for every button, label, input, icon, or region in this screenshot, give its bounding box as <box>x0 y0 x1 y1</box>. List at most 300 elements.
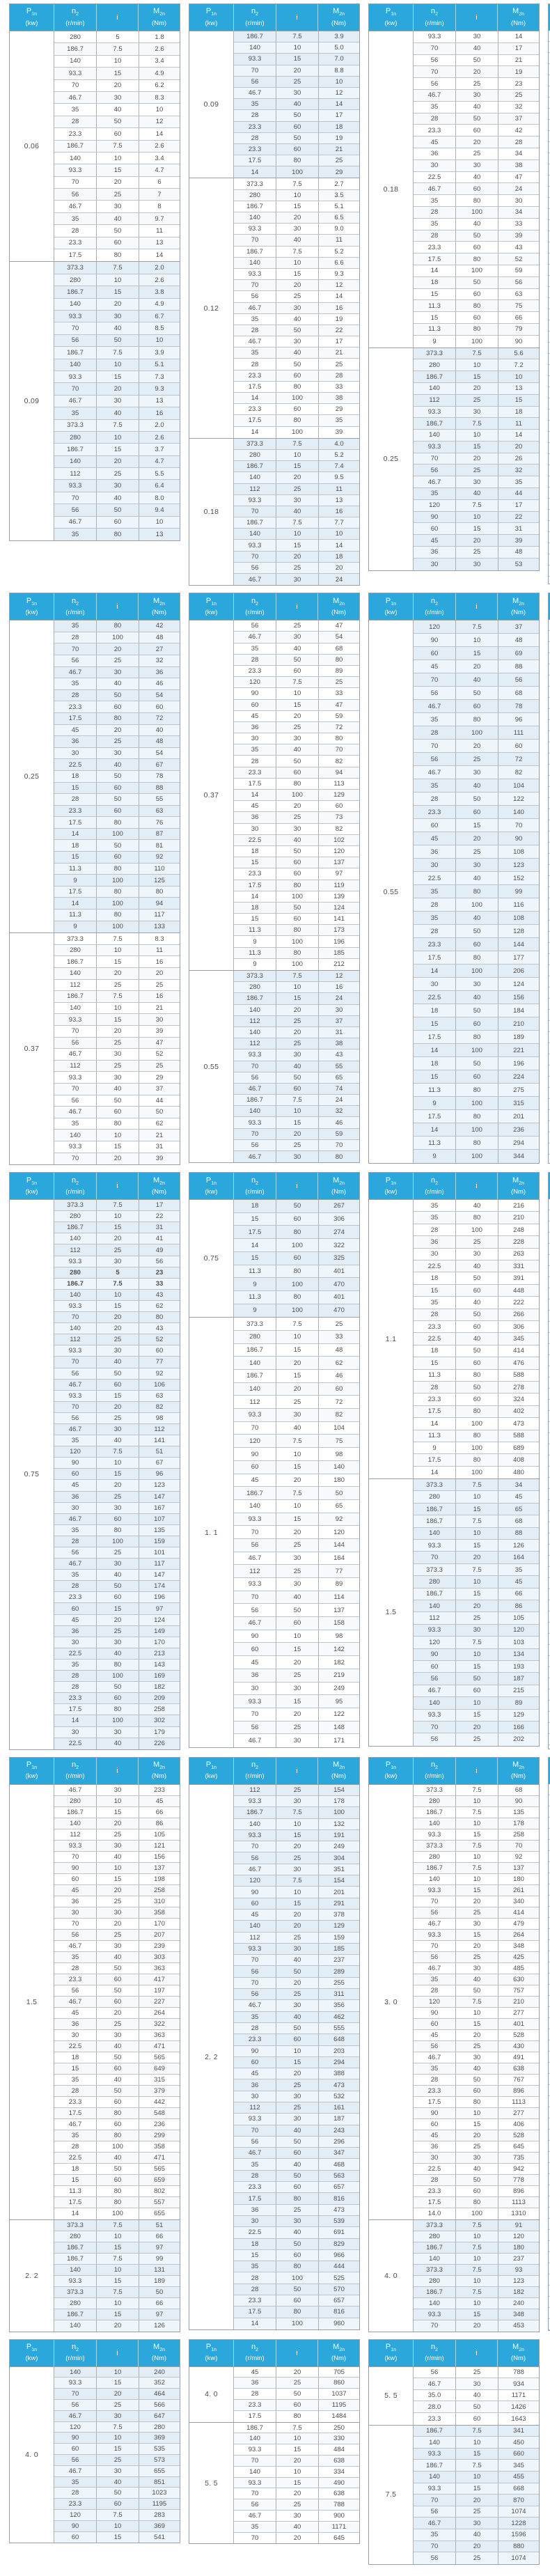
cell-torque-m2n: 46 <box>319 1117 359 1128</box>
cell-speed-n2: 90 <box>234 688 276 699</box>
cell-ratio-i: 10 <box>456 1796 498 1807</box>
cell-speed-n2: 140 <box>234 1383 276 1396</box>
cell-torque-m2n: 87 <box>139 829 180 841</box>
cell-ratio-i: 50 <box>276 325 319 336</box>
cell-torque-m2n: 2.6 <box>139 432 180 444</box>
cell-torque-m2n: 140 <box>319 1461 359 1474</box>
cell-speed-n2: 56 <box>414 1907 456 1919</box>
cell-speed-n2: 28 <box>54 2086 97 2097</box>
cell-speed-n2: 17.5 <box>414 1110 456 1123</box>
cell-ratio-i: 10 <box>276 2433 319 2444</box>
cell-ratio-i: 10 <box>456 2298 498 2309</box>
cell-ratio-i: 80 <box>97 2130 139 2141</box>
power-rating-label: 4. 0 <box>189 2367 234 2422</box>
cell-speed-n2: 28 <box>414 1985 456 1997</box>
table-row <box>234 506 359 517</box>
cell-torque-m2n: 18 <box>319 122 359 133</box>
cell-torque-m2n: 210 <box>498 1212 539 1224</box>
cell-speed-n2: 90 <box>234 1448 276 1461</box>
cell-torque-m2n: 2.6 <box>139 141 180 153</box>
cell-torque-m2n: 491 <box>498 2052 539 2063</box>
cell-ratio-i: 10 <box>456 1528 498 1540</box>
cell-torque-m2n: 66 <box>139 2231 180 2242</box>
cell-speed-n2: 56 <box>54 1547 97 1559</box>
cell-speed-n2: 28 <box>234 2023 276 2034</box>
cell-torque-m2n: 68 <box>319 643 359 655</box>
table-row <box>54 2041 180 2052</box>
cell-speed-n2: 112 <box>54 468 97 480</box>
cell-ratio-i: 100 <box>456 726 498 740</box>
table-row <box>234 1239 359 1252</box>
cell-torque-m2n: 34 <box>498 148 539 160</box>
table-row <box>54 1785 180 1796</box>
cell-speed-n2: 70 <box>54 1357 97 1368</box>
cell-ratio-i: 30 <box>456 160 498 172</box>
cell-torque-m2n: 5.0 <box>319 42 359 54</box>
cell-ratio-i: 40 <box>97 104 139 116</box>
column-header-m2n: $M_{2n}$ (Nm) <box>151 1761 167 1781</box>
power-block <box>10 31 180 261</box>
cell-ratio-i: 10 <box>456 512 498 524</box>
cell-speed-n2: 46.7 <box>54 1941 97 1952</box>
cell-speed-n2: 140 <box>414 2254 456 2265</box>
table-row <box>414 872 539 885</box>
cell-ratio-i: 50 <box>97 1682 139 1693</box>
power-block <box>369 2425 539 2564</box>
cell-torque-m2n: 144 <box>498 938 539 951</box>
column-header-n2: $n_2$ (r/min) <box>414 1173 456 1199</box>
cell-torque-m2n: 528 <box>498 2030 539 2041</box>
cell-torque-m2n: 33 <box>319 1331 359 1344</box>
cell-speed-n2: 70 <box>234 552 276 563</box>
table-row <box>54 529 180 540</box>
column-header-p1n: $P_{1n}$ (kw) <box>10 2340 54 2366</box>
cell-torque-m2n: 900 <box>319 2511 359 2522</box>
cell-speed-n2: 56 <box>414 2367 456 2379</box>
cell-torque-m2n: 6.2 <box>139 80 180 92</box>
cell-ratio-i: 60 <box>456 938 498 951</box>
table-row <box>234 1695 359 1708</box>
cell-ratio-i: 20 <box>276 1526 319 1539</box>
cell-torque-m2n: 45 <box>139 1796 180 1807</box>
column-header-p1n: $P_{1n}$ (kw) <box>189 4 234 31</box>
table-row <box>414 1552 539 1563</box>
cell-ratio-i: 25 <box>97 1334 139 1345</box>
cell-speed-n2: 56 <box>414 55 456 67</box>
cell-ratio-i: 10 <box>276 1500 319 1513</box>
cell-speed-n2: 186.7 <box>414 2242 456 2254</box>
cell-torque-m2n: 73 <box>319 812 359 823</box>
table-row <box>414 1110 539 1123</box>
cell-speed-n2: 70 <box>234 2488 276 2499</box>
cell-speed-n2: 17.5 <box>414 1031 456 1044</box>
cell-speed-n2: 35 <box>414 2529 456 2541</box>
cell-ratio-i: 25 <box>97 1244 139 1256</box>
cell-ratio-i: 15 <box>276 269 319 280</box>
cell-speed-n2: 36 <box>54 2019 97 2030</box>
cell-torque-m2n: 16 <box>319 303 359 314</box>
cell-ratio-i: 7.5 <box>456 1841 498 1852</box>
column-header-m2n: $M_{2n}$ (Nm) <box>510 1761 526 1781</box>
cell-ratio-i: 80 <box>456 1370 498 1382</box>
cell-ratio-i: 80 <box>276 2411 319 2422</box>
cell-speed-n2: 93.3 <box>54 371 97 383</box>
cell-speed-n2: 140 <box>54 56 97 68</box>
cell-ratio-i: 15 <box>97 444 139 455</box>
cell-ratio-i: 30 <box>97 1941 139 1952</box>
cell-speed-n2: 140 <box>234 42 276 54</box>
cell-ratio-i: 50 <box>97 2164 139 2175</box>
cell-torque-m2n: 45 <box>498 1576 539 1588</box>
table-row <box>54 1715 180 1726</box>
table-row <box>414 348 539 360</box>
table-row <box>234 643 359 655</box>
cell-torque-m2n: 137 <box>319 1604 359 1617</box>
cell-ratio-i: 40 <box>456 2390 498 2402</box>
cell-ratio-i: 10 <box>456 1874 498 1885</box>
cell-ratio-i: 40 <box>97 1648 139 1660</box>
column-header-m2n: $M_{2n}$ (Nm) <box>151 596 167 616</box>
cell-ratio-i: 40 <box>276 506 319 517</box>
table-row <box>414 324 539 336</box>
cell-speed-n2: 35 <box>54 1660 97 1671</box>
cell-speed-n2: 112 <box>234 1785 276 1796</box>
cell-ratio-i: 7.5 <box>456 1515 498 1527</box>
cell-torque-m2n: 476 <box>498 1357 539 1369</box>
cell-speed-n2: 60 <box>54 1603 97 1614</box>
cell-torque-m2n: 16 <box>139 956 180 968</box>
cell-speed-n2: 186.7 <box>234 247 276 258</box>
cell-torque-m2n: 82 <box>319 824 359 835</box>
cell-ratio-i: 50 <box>276 903 319 914</box>
cell-torque-m2n: 565 <box>139 2164 180 2175</box>
cell-speed-n2: 35 <box>414 195 456 207</box>
power-block <box>189 178 359 437</box>
cell-torque-m2n: 480 <box>498 1467 539 1478</box>
cell-speed-n2: 28 <box>54 1581 97 1592</box>
table-row <box>54 1648 180 1660</box>
table-row <box>54 2378 180 2389</box>
cell-speed-n2: 46.7 <box>414 766 456 779</box>
table-row <box>234 1630 359 1644</box>
cell-ratio-i: 15 <box>456 442 498 453</box>
table-row <box>414 2390 539 2402</box>
cell-speed-n2: 17.5 <box>54 1704 97 1715</box>
cell-speed-n2: 70 <box>414 1941 456 1952</box>
cell-speed-n2: 140 <box>414 2437 456 2449</box>
rating-table <box>368 1757 540 2332</box>
power-rating-label: 1.5 <box>10 1785 54 2219</box>
cell-ratio-i: 50 <box>97 504 139 516</box>
column-header-i: i <box>97 1173 139 1199</box>
cell-ratio-i: 15 <box>276 1695 319 1708</box>
cell-speed-n2: 9 <box>414 1097 456 1110</box>
table-row <box>414 978 539 991</box>
cell-speed-n2: 14 <box>234 2318 276 2329</box>
cell-ratio-i: 80 <box>276 1291 319 1304</box>
table-row <box>234 2499 359 2511</box>
cell-ratio-i: 10 <box>276 1630 319 1644</box>
cell-torque-m2n: 5.5 <box>139 468 180 480</box>
cell-torque-m2n: 108 <box>498 845 539 859</box>
cell-ratio-i: 25 <box>97 2400 139 2411</box>
cell-torque-m2n: 5.1 <box>139 359 180 371</box>
cell-ratio-i: 60 <box>456 2186 498 2197</box>
cell-speed-n2: 30 <box>414 978 456 991</box>
cell-torque-m2n: 291 <box>319 1898 359 1910</box>
cell-torque-m2n: 283 <box>139 2510 180 2521</box>
cell-speed-n2: 112 <box>234 2102 276 2114</box>
cell-speed-n2: 46.7 <box>414 1919 456 1930</box>
table-row <box>54 783 180 795</box>
table-row <box>54 1026 180 1038</box>
cell-ratio-i: 15 <box>456 523 498 535</box>
cell-ratio-i: 100 <box>456 2208 498 2219</box>
cell-ratio-i: 10 <box>97 2433 139 2444</box>
table-row <box>54 1818 180 1829</box>
power-rating-label: 2. 2 <box>10 2220 54 2332</box>
table-row <box>414 2472 539 2483</box>
table-row <box>414 1896 539 1907</box>
cell-ratio-i: 50 <box>97 840 139 852</box>
cell-ratio-i: 20 <box>456 1600 498 1612</box>
cell-ratio-i: 50 <box>276 2284 319 2295</box>
table-row <box>234 620 359 632</box>
cell-torque-m2n: 86 <box>139 1818 180 1829</box>
cell-torque-m2n: 13 <box>139 529 180 540</box>
cell-ratio-i: 20 <box>276 1005 319 1016</box>
cell-speed-n2: 46.7 <box>414 90 456 102</box>
cell-torque-m2n: 11 <box>498 418 539 430</box>
table-row <box>414 336 539 348</box>
cell-torque-m2n: 788 <box>319 2499 359 2511</box>
cell-speed-n2: 186.7 <box>234 1344 276 1357</box>
cell-torque-m2n: 6.6 <box>319 258 359 269</box>
table-row <box>234 744 359 756</box>
cell-speed-n2: 56 <box>234 1072 276 1084</box>
cell-ratio-i: 30 <box>97 2466 139 2477</box>
table-row <box>234 280 359 291</box>
cell-speed-n2: 373.3 <box>54 420 97 432</box>
cell-speed-n2: 373.3 <box>234 1318 276 1331</box>
cell-torque-m2n: 187 <box>498 1673 539 1685</box>
cell-ratio-i: 7.5 <box>456 1564 498 1576</box>
cell-ratio-i: 25 <box>456 845 498 859</box>
table-header-row <box>189 1758 359 1784</box>
table-row <box>54 1480 180 1491</box>
cell-ratio-i: 80 <box>97 2197 139 2208</box>
cell-speed-n2: 9 <box>54 875 97 887</box>
column-header-p1n: $P_{1n}$ (kw) <box>189 2340 234 2366</box>
cell-torque-m2n: 236 <box>139 2119 180 2130</box>
cell-torque-m2n: 69 <box>498 647 539 660</box>
cell-torque-m2n: 14 <box>319 540 359 551</box>
cell-torque-m2n: 132 <box>319 1819 359 1830</box>
table-row <box>414 2041 539 2052</box>
cell-torque-m2n: 46 <box>319 1370 359 1383</box>
table-row <box>414 1588 539 1600</box>
table-row <box>54 1107 180 1118</box>
cell-speed-n2: 70 <box>234 1708 276 1722</box>
cell-torque-m2n: 31 <box>139 1141 180 1153</box>
cell-speed-n2: 17.5 <box>414 2197 456 2208</box>
cell-ratio-i: 15 <box>456 647 498 660</box>
cell-ratio-i: 100 <box>276 166 319 178</box>
table-row <box>234 959 359 970</box>
table-row <box>234 925 359 936</box>
table-row <box>234 404 359 415</box>
table-row <box>414 55 539 67</box>
cell-speed-n2: 46.7 <box>54 1424 97 1435</box>
table-row <box>234 982 359 993</box>
cell-speed-n2: 70 <box>234 1061 276 1072</box>
cell-speed-n2: 70 <box>414 2320 456 2332</box>
cell-ratio-i: 20 <box>276 1978 319 1989</box>
cell-ratio-i: 7.5 <box>97 1200 139 1211</box>
cell-torque-m2n: 896 <box>498 2186 539 2197</box>
cell-ratio-i: 10 <box>97 2298 139 2309</box>
cell-torque-m2n: 54 <box>139 748 180 760</box>
table-row <box>234 574 359 585</box>
cell-torque-m2n: 1.8 <box>139 31 180 43</box>
cell-torque-m2n: 131 <box>139 2265 180 2276</box>
cell-torque-m2n: 34 <box>498 207 539 219</box>
table-row <box>234 1304 359 1318</box>
cell-ratio-i: 7.5 <box>456 1785 498 1796</box>
table-row <box>234 1061 359 1072</box>
column-header-p1n: $P_{1n}$ (kw) <box>189 1758 234 1784</box>
cell-ratio-i: 15 <box>456 1588 498 1600</box>
table-row <box>234 733 359 744</box>
cell-torque-m2n: 471 <box>139 2153 180 2164</box>
table-header-row <box>10 1758 180 1784</box>
cell-speed-n2: 28 <box>414 207 456 219</box>
cell-torque-m2n: 164 <box>319 1552 359 1566</box>
cell-torque-m2n: 66 <box>139 2298 180 2309</box>
cell-torque-m2n: 12 <box>319 280 359 291</box>
table-row <box>54 852 180 864</box>
cell-speed-n2: 35 <box>54 104 97 116</box>
cell-ratio-i: 100 <box>456 1150 498 1163</box>
cell-ratio-i: 7.5 <box>97 43 139 55</box>
table-row <box>414 2518 539 2529</box>
cell-speed-n2: 70 <box>234 1955 276 1966</box>
cell-ratio-i: 10 <box>97 2231 139 2242</box>
cell-torque-m2n: 63 <box>139 806 180 818</box>
table-row <box>414 898 539 912</box>
table-row <box>54 643 180 655</box>
cell-ratio-i: 15 <box>276 700 319 711</box>
cell-speed-n2: 30 <box>234 824 276 835</box>
cell-torque-m2n: 10 <box>319 529 359 540</box>
cell-speed-n2: 14.0 <box>414 2208 456 2219</box>
cell-ratio-i: 60 <box>276 666 319 677</box>
table-row <box>54 1874 180 1885</box>
cell-speed-n2: 36 <box>414 547 456 559</box>
table-row <box>54 1267 180 1279</box>
cell-ratio-i: 25 <box>97 1038 139 1049</box>
cell-torque-m2n: 42 <box>498 125 539 136</box>
cell-torque-m2n: 144 <box>319 1539 359 1552</box>
cell-speed-n2: 46.7 <box>54 2119 97 2130</box>
cell-torque-m2n: 167 <box>139 1503 180 1514</box>
cell-torque-m2n: 117 <box>139 910 180 921</box>
cell-torque-m2n: 535 <box>139 2444 180 2455</box>
cell-ratio-i: 15 <box>276 1830 319 1841</box>
cell-ratio-i: 50 <box>97 2488 139 2499</box>
cell-torque-m2n: 66 <box>498 1588 539 1600</box>
table-row <box>234 2533 359 2544</box>
cell-torque-m2n: 1037 <box>319 2389 359 2400</box>
cell-torque-m2n: 48 <box>139 736 180 748</box>
cell-torque-m2n: 638 <box>319 2456 359 2467</box>
cell-torque-m2n: 111 <box>498 726 539 740</box>
table-row <box>54 141 180 153</box>
table-row <box>414 1249 539 1260</box>
table-row <box>234 461 359 472</box>
cell-ratio-i: 20 <box>456 66 498 78</box>
table-row <box>54 2455 180 2466</box>
table-row <box>54 2265 180 2276</box>
table-row <box>414 2008 539 2019</box>
cell-speed-n2: 70 <box>54 1919 97 1930</box>
cell-speed-n2: 14 <box>234 393 276 404</box>
table-row <box>54 322 180 334</box>
cell-torque-m2n: 99 <box>498 885 539 898</box>
table-row <box>234 2433 359 2444</box>
cell-torque-m2n: 100 <box>319 1807 359 1818</box>
cell-speed-n2: 70 <box>54 2389 97 2400</box>
cell-speed-n2: 70 <box>414 1896 456 1907</box>
cell-torque-m2n: 90 <box>498 832 539 845</box>
table-row <box>54 1603 180 1614</box>
cell-speed-n2: 60 <box>234 1643 276 1656</box>
cell-ratio-i: 25 <box>97 2455 139 2466</box>
table-row <box>54 655 180 667</box>
cell-speed-n2: 35 <box>414 102 456 114</box>
table-row <box>234 2378 359 2389</box>
table-row <box>234 2295 359 2306</box>
table-row <box>414 172 539 184</box>
cell-torque-m2n: 966 <box>319 2250 359 2261</box>
table-row <box>54 56 180 68</box>
cell-ratio-i: 25 <box>276 2499 319 2511</box>
cell-speed-n2: 186.7 <box>234 201 276 212</box>
cell-ratio-i: 20 <box>456 2541 498 2553</box>
cell-speed-n2: 90 <box>54 2433 97 2444</box>
cell-speed-n2: 140 <box>54 153 97 164</box>
cell-torque-m2n: 41 <box>139 1233 180 1244</box>
table-row <box>234 2423 359 2434</box>
cell-ratio-i: 50 <box>97 690 139 702</box>
cell-torque-m2n: 5.1 <box>319 201 359 212</box>
table-row <box>234 1422 359 1435</box>
cell-speed-n2: 23.3 <box>234 2034 276 2045</box>
table-row <box>54 480 180 492</box>
cell-speed-n2: 140 <box>54 2320 97 2332</box>
cell-speed-n2: 36 <box>234 2079 276 2091</box>
cell-speed-n2: 93.3 <box>54 311 97 322</box>
cell-ratio-i: 40 <box>97 1435 139 1446</box>
cell-ratio-i: 30 <box>97 396 139 407</box>
cell-ratio-i: 40 <box>276 1422 319 1435</box>
table-row <box>234 1708 359 1722</box>
table-row <box>234 1226 359 1239</box>
table-row <box>414 2063 539 2075</box>
cell-ratio-i: 30 <box>97 201 139 212</box>
table-row <box>234 1383 359 1396</box>
table-row <box>414 1004 539 1017</box>
